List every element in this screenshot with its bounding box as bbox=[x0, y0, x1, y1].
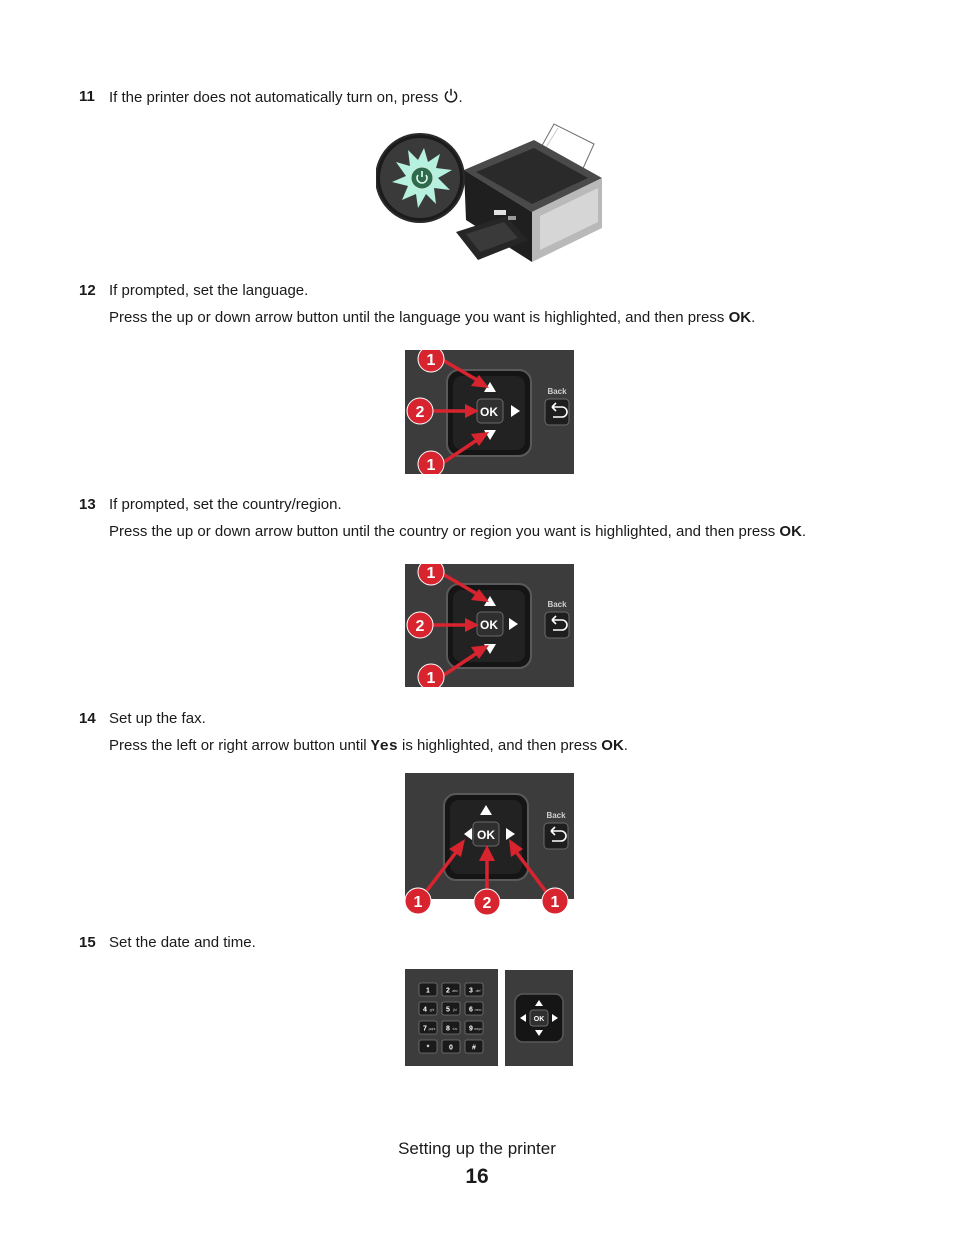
ok-emphasis: OK bbox=[728, 309, 752, 326]
back-label: Back bbox=[547, 387, 567, 396]
keypad-key-7 bbox=[419, 1021, 437, 1034]
keypad-key-label: * bbox=[426, 1044, 430, 1052]
step-14-detail-mid: is highlighted, and then press bbox=[397, 737, 602, 754]
step-13-detail bbox=[109, 523, 806, 540]
keypad-key-9 bbox=[465, 1021, 483, 1034]
step-12-detail-end: . bbox=[751, 309, 756, 326]
keypad-key-label: 9 bbox=[469, 1025, 473, 1033]
back-label: Back bbox=[547, 600, 567, 609]
keypad-key-label: # bbox=[472, 1044, 476, 1052]
keypad-key-# bbox=[465, 1040, 483, 1053]
keypad-key-2 bbox=[442, 983, 460, 996]
keypad-illustration bbox=[405, 969, 498, 1066]
keypad-key-letters: ghi bbox=[429, 1008, 435, 1012]
control-panel-language bbox=[405, 350, 574, 474]
step-11-text bbox=[109, 88, 463, 106]
keypad-key-label: 4 bbox=[423, 1006, 427, 1014]
step-14-text: Set up the fax. bbox=[109, 710, 206, 727]
keypad-key-3 bbox=[465, 983, 483, 996]
step-12-number: 12 bbox=[79, 282, 96, 299]
ok-button-label: OK bbox=[480, 618, 498, 632]
step-15-text: Set the date and time. bbox=[109, 934, 256, 951]
keypad-key-letters: jkl bbox=[453, 1008, 457, 1012]
keypad-key-0 bbox=[442, 1040, 460, 1053]
control-panel-country bbox=[405, 564, 574, 687]
keypad-key-4 bbox=[419, 1002, 437, 1015]
callout-1: 1 bbox=[550, 894, 560, 911]
callout-1: 1 bbox=[426, 457, 436, 474]
arrow-pad-illustration bbox=[505, 970, 573, 1066]
ok-emphasis: OK bbox=[601, 737, 624, 754]
step-13-detail-end: . bbox=[801, 523, 807, 540]
step-13-text: If prompted, set the country/region. bbox=[109, 496, 342, 513]
keypad-key-letters: abc bbox=[452, 989, 458, 993]
control-panel-fax bbox=[405, 773, 574, 918]
step-12-text: If prompted, set the language. bbox=[109, 282, 309, 299]
keypad-key-letters: pqrs bbox=[428, 1027, 436, 1031]
callout-1: 1 bbox=[426, 670, 436, 687]
step-14-detail-end: . bbox=[623, 737, 628, 754]
keypad-key-label: 1 bbox=[426, 987, 430, 995]
keypad-key-label: 5 bbox=[446, 1006, 450, 1014]
step-14-detail bbox=[109, 737, 628, 755]
callout-2: 2 bbox=[415, 404, 425, 421]
page-number: 16 bbox=[465, 1165, 489, 1188]
callout-2: 2 bbox=[415, 618, 425, 635]
ok-button-label: OK bbox=[477, 828, 495, 842]
step-11-period: . bbox=[458, 89, 463, 106]
keypad-key-6 bbox=[465, 1002, 483, 1015]
back-label: Back bbox=[546, 811, 566, 820]
keypad-key-letters: mno bbox=[474, 1008, 482, 1012]
ok-emphasis: OK bbox=[779, 523, 802, 540]
keypad-key-8 bbox=[442, 1021, 460, 1034]
step-14-detail-text: Press the left or right arrow button until bbox=[109, 737, 371, 754]
keypad-key-* bbox=[419, 1040, 437, 1053]
keypad-key-label: 2 bbox=[446, 987, 450, 995]
step-12-detail bbox=[109, 309, 755, 326]
keypad-key-label: 7 bbox=[423, 1025, 427, 1033]
callout-1: 1 bbox=[426, 565, 436, 582]
keypad-key-5 bbox=[442, 1002, 460, 1015]
keypad-key-letters: tuv bbox=[452, 1027, 458, 1031]
ok-button-label: OK bbox=[480, 405, 498, 419]
yes-code: Yes bbox=[370, 738, 398, 755]
step-13-detail-text: Press the up or down arrow button until the country or region you want is highlighted, and then press bbox=[109, 523, 780, 540]
keypad-key-1 bbox=[419, 983, 437, 996]
power-icon bbox=[443, 88, 459, 104]
ok-button-label: OK bbox=[533, 1016, 545, 1023]
keypad-key-label: 0 bbox=[449, 1044, 453, 1052]
step-11-instruction: If the printer does not automatically turn on, press bbox=[109, 89, 439, 106]
step-15-number: 15 bbox=[79, 934, 96, 951]
keypad-key-label: 8 bbox=[446, 1025, 450, 1033]
keypad-key-letters: def bbox=[475, 989, 481, 993]
step-11-number: 11 bbox=[79, 88, 95, 105]
step-12-detail-text: Press the up or down arrow button until the language you want is highlighted, and then press bbox=[109, 309, 729, 326]
keypad-key-label: 6 bbox=[469, 1006, 473, 1014]
printer-illustration bbox=[376, 120, 606, 266]
step-13-number: 13 bbox=[79, 496, 96, 513]
callout-2: 2 bbox=[482, 895, 492, 912]
footer-section-title: Setting up the printer bbox=[398, 1139, 556, 1158]
callout-1: 1 bbox=[413, 894, 423, 911]
callout-1: 1 bbox=[426, 352, 436, 369]
step-14-number: 14 bbox=[79, 710, 96, 727]
keypad-key-letters: wxyz bbox=[474, 1027, 482, 1031]
keypad-key-label: 3 bbox=[469, 987, 473, 995]
